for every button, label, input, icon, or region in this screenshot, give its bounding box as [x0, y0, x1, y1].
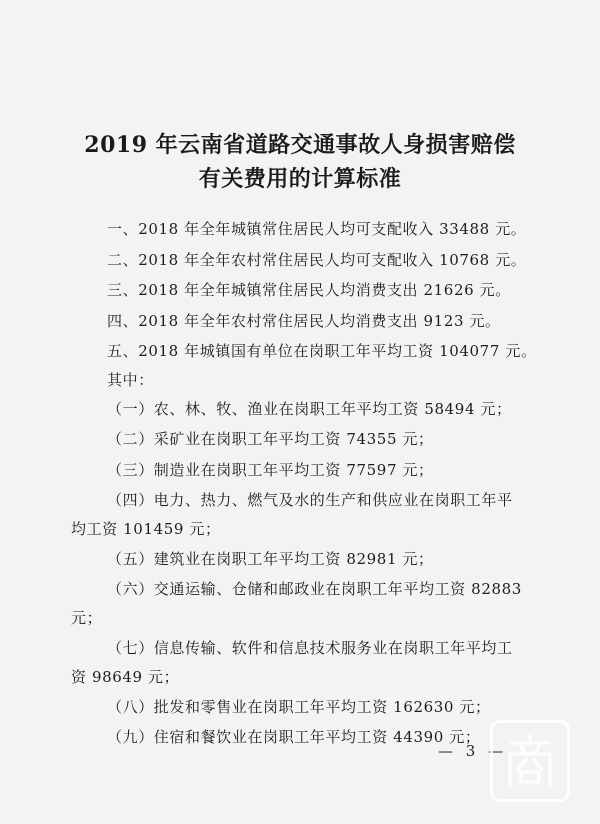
document-title-line-2: 有关费用的计算标准	[198, 166, 402, 192]
sub-item-6: （六）交通运输、仓储和邮政业在岗职工年平均工资 82883	[107, 580, 522, 598]
qizhong-label: 其中：	[107, 371, 154, 389]
sub-item-2: （二）采矿业在岗职工年平均工资 74355 元；	[107, 430, 434, 448]
sub-item-9: （九）住宿和餐饮业在岗职工年平均工资 44390 元；	[107, 728, 481, 746]
sub-item-3: （三）制造业在岗职工年平均工资 77597 元；	[107, 461, 434, 479]
sub-item-6-continuation: 元；	[71, 609, 103, 627]
page-number: — 3 —	[438, 742, 508, 760]
item-4: 四、2018 年全年农村常住居民人均消费支出 9123 元。	[107, 312, 501, 330]
sub-item-7-continuation: 资 98649 元；	[71, 668, 180, 686]
sub-item-5: （五）建筑业在岗职工年平均工资 82981 元；	[107, 550, 434, 568]
document-title-line-1: 2019 年云南省道路交通事故人身损害赔偿	[84, 132, 516, 158]
shang-logo-icon	[490, 720, 570, 802]
item-5: 五、2018 年城镇国有单位在岗职工年平均工资 104077 元。	[107, 342, 537, 360]
sub-item-8: （八）批发和零售业在岗职工年平均工资 162630 元；	[107, 698, 491, 716]
sub-item-1: （一）农、林、牧、渔业在岗职工年平均工资 58494 元；	[107, 400, 512, 418]
sub-item-4: （四）电力、热力、燃气及水的生产和供应业在岗职工年平	[107, 491, 513, 509]
item-1: 一、2018 年全年城镇常住居民人均可支配收入 33488 元。	[107, 220, 527, 238]
sub-item-4-continuation: 均工资 101459 元；	[71, 520, 221, 538]
item-2: 二、2018 年全年农村常住居民人均可支配收入 10768 元。	[107, 251, 527, 269]
item-3: 三、2018 年全年城镇常住居民人均消费支出 21626 元。	[107, 281, 511, 299]
sub-item-7: （七）信息传输、软件和信息技术服务业在岗职工年平均工	[107, 639, 513, 657]
